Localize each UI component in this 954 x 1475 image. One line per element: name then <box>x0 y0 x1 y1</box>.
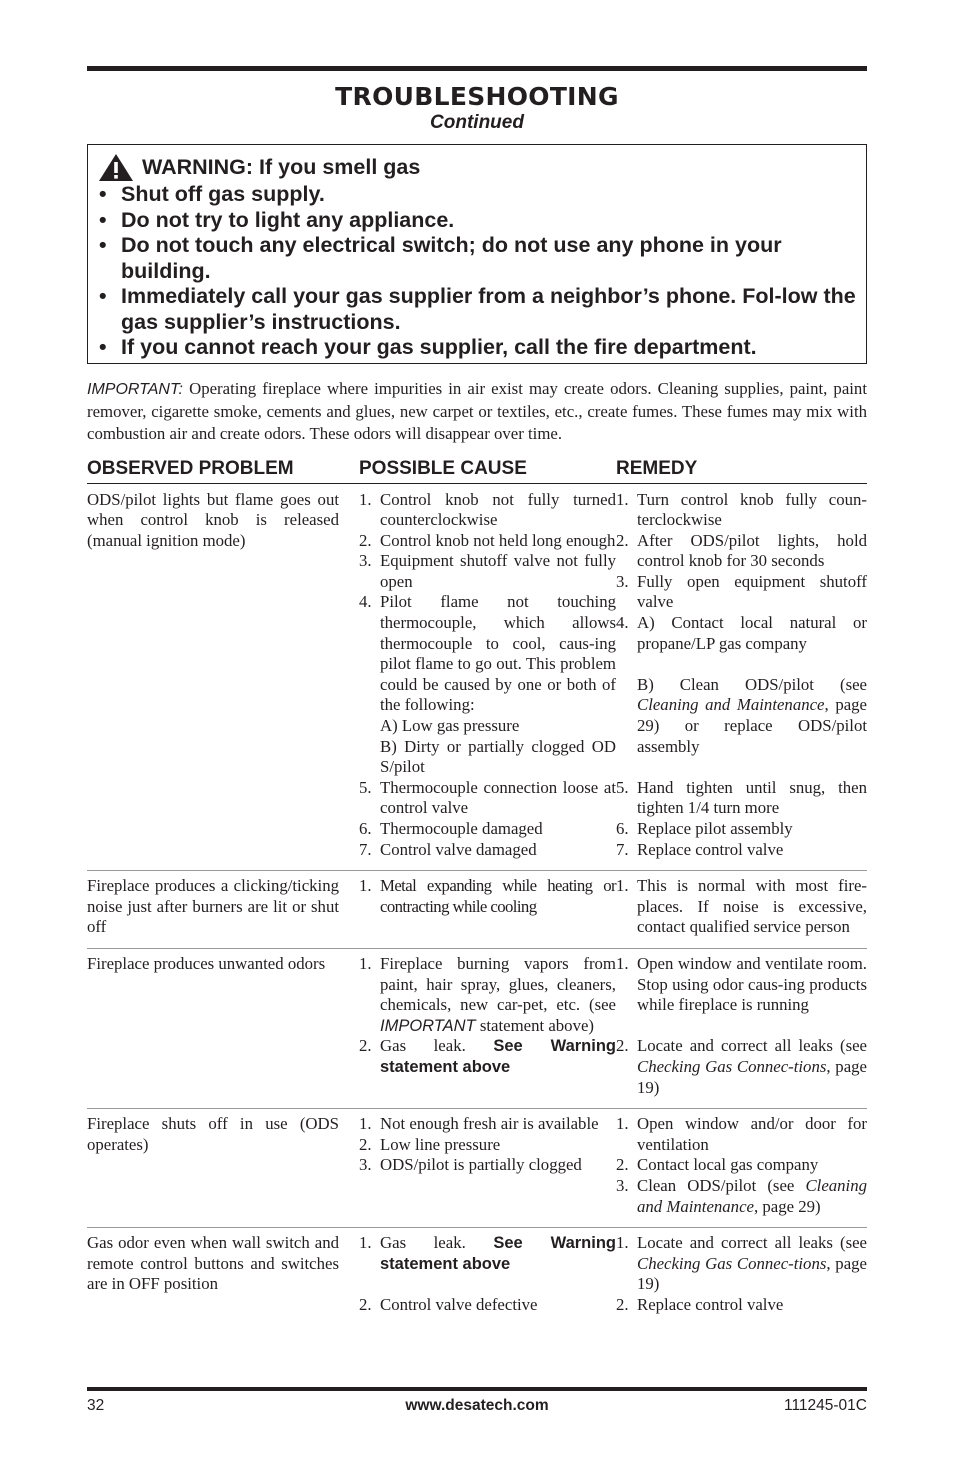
warning-box <box>87 144 867 364</box>
list-item: 4. Pilot flame not touching thermocouple, which allows thermocouple to cool, caus-ing pilot flame to go out. This problem could be caused by one or both of the following: A) Low gas pressure B) Dirty or partially clogged OD S/pilot <box>359 592 616 777</box>
page-number: 32 <box>87 1397 105 1414</box>
warning-heading <box>98 153 856 182</box>
list-item: 4. A) Contact local natural or propane/LP gas company B) Clean ODS/pilot (see Cleaning and Maintenance, page 29) or replace ODS/pilot assembly <box>616 613 867 756</box>
observed-problem: Fireplace produces unwanted odors <box>87 953 326 973</box>
possible-cause <box>359 876 616 938</box>
table-row <box>87 1228 867 1325</box>
important-text: Operating fireplace where impurities in air exist may create odors. Cleaning supplies, paint, paint remover, cigarette smoke, cements and glues, new carpet or textiles, etc., create fumes. These fumes may mix with combustion air and create odors. These odors will disappear over time. <box>87 378 867 443</box>
remedy <box>616 876 867 938</box>
header-observed-problem: OBSERVED PROBLEM <box>87 457 294 479</box>
list-item: 1. Control knob not fully turned counterclockwise <box>359 489 616 530</box>
warning-item: • If you cannot reach your gas supplier, call the fire department. <box>99 335 757 359</box>
remedy <box>616 490 867 861</box>
header-remedy: REMEDY <box>616 457 698 479</box>
warning-title: WARNING: If you smell gas <box>142 154 421 179</box>
warning-triangle-icon <box>98 153 134 182</box>
observed-problem: Fireplace shuts off in use (ODS operates) <box>87 1114 339 1154</box>
list-item: 1. Metal expanding while heating or contracting while cooling <box>359 876 616 916</box>
warning-item: • Do not touch any electrical switch; do not use any phone in your building. <box>99 233 782 283</box>
table-row <box>87 1109 867 1228</box>
remedy <box>616 1114 867 1217</box>
list-item: 2. Low line pressure <box>359 1134 501 1154</box>
document-code: 111245-01C <box>783 1397 867 1414</box>
list-item: 3. ODS/pilot is partially clogged <box>359 1155 582 1175</box>
list-item: 3. Equipment shutoff valve not fully open <box>359 551 616 591</box>
remedy <box>616 954 867 1098</box>
list-item: 7. Control valve damaged <box>359 839 537 859</box>
list-item: 1. Gas leak. See Warning statement above <box>359 1233 616 1273</box>
top-rule <box>87 66 867 71</box>
list-item: 2. Control valve defective <box>359 1294 538 1314</box>
warning-list <box>98 182 856 361</box>
observed-problem: Gas odor even when wall switch and remote control buttons and switches are in OFF position <box>87 1233 339 1294</box>
warning-item: • Shut off gas supply. <box>99 182 325 206</box>
warning-item: • Immediately call your gas supplier from a neighbor’s phone. Fol-low the gas supplier’s instructions. <box>99 284 856 334</box>
list-item: 1. Open window and/or door for ventilation <box>616 1114 867 1154</box>
website-link[interactable]: www.desatech.com <box>405 1397 549 1414</box>
footer <box>87 1396 867 1416</box>
table-row <box>87 484 867 872</box>
list-item: 3. Clean ODS/pilot (see Cleaning and Maintenance, page 29) <box>616 1175 867 1216</box>
observed-problem: Fireplace produces a clicking/ticking noise just after burners are lit or shut off <box>87 876 339 937</box>
possible-cause <box>359 490 616 861</box>
remedy <box>616 1233 867 1315</box>
important-lead: IMPORTANT: <box>87 380 183 398</box>
list-item: 1. Open window and ventilate room. Stop using odor caus-ing products while fireplace is running <box>616 953 867 1015</box>
list-item: 5. Hand tighten until snug, then tighten 1/4 turn more <box>616 777 867 818</box>
list-item: 6. Thermocouple damaged <box>359 819 543 838</box>
table-row <box>87 949 867 1109</box>
list-item: 5. Thermocouple connection loose at control valve <box>359 777 616 818</box>
observed-problem: ODS/pilot lights but flame goes out when control knob is released (manual ignition mode) <box>87 489 339 550</box>
warning-item: • Do not try to light any appliance. <box>99 207 455 232</box>
list-item: 1. Turn control knob fully coun-terclockwise <box>616 489 867 530</box>
list-item: 2. After ODS/pilot lights, hold control knob for 30 seconds <box>616 530 867 571</box>
list-item: 2. Control knob not held long enough <box>359 530 616 550</box>
list-item: 2. Replace control valve <box>616 1294 784 1314</box>
list-item: 3. Fully open equipment shutoff valve <box>616 571 867 612</box>
list-item: 2. Contact local gas company <box>616 1155 819 1175</box>
page-subtitle: Continued <box>430 112 524 133</box>
list-item: 1. Fireplace burning vapors from paint, hair spray, glues, cleaners, chemicals, new car-pet, etc. (see IMPORTANT statement above) <box>359 953 616 1035</box>
footer-rule <box>87 1387 867 1391</box>
header-possible-cause: POSSIBLE CAUSE <box>359 457 527 479</box>
list-item: 6. Replace pilot assembly <box>616 819 793 838</box>
list-item: 7. Replace control valve <box>616 839 784 859</box>
possible-cause <box>359 1114 616 1217</box>
list-item: 2. Gas leak. See Warning statement above <box>359 1036 616 1076</box>
list-item: 1. Locate and correct all leaks (see Checking Gas Connec-tions, page 19) <box>616 1233 867 1294</box>
table-row <box>87 871 867 949</box>
list-item: 2. Locate and correct all leaks (see Checking Gas Connec-tions, page 19) <box>616 1036 867 1097</box>
important-note <box>87 378 867 445</box>
page-title: TROUBLESHOOTING <box>335 82 619 111</box>
list-item: 1. Not enough fresh air is available <box>359 1114 599 1134</box>
table-header <box>87 457 867 484</box>
possible-cause <box>359 954 616 1098</box>
possible-cause <box>359 1233 616 1315</box>
list-item: 1. This is normal with most fire-places. If noise is excessive, contact qualified service person <box>616 876 867 937</box>
